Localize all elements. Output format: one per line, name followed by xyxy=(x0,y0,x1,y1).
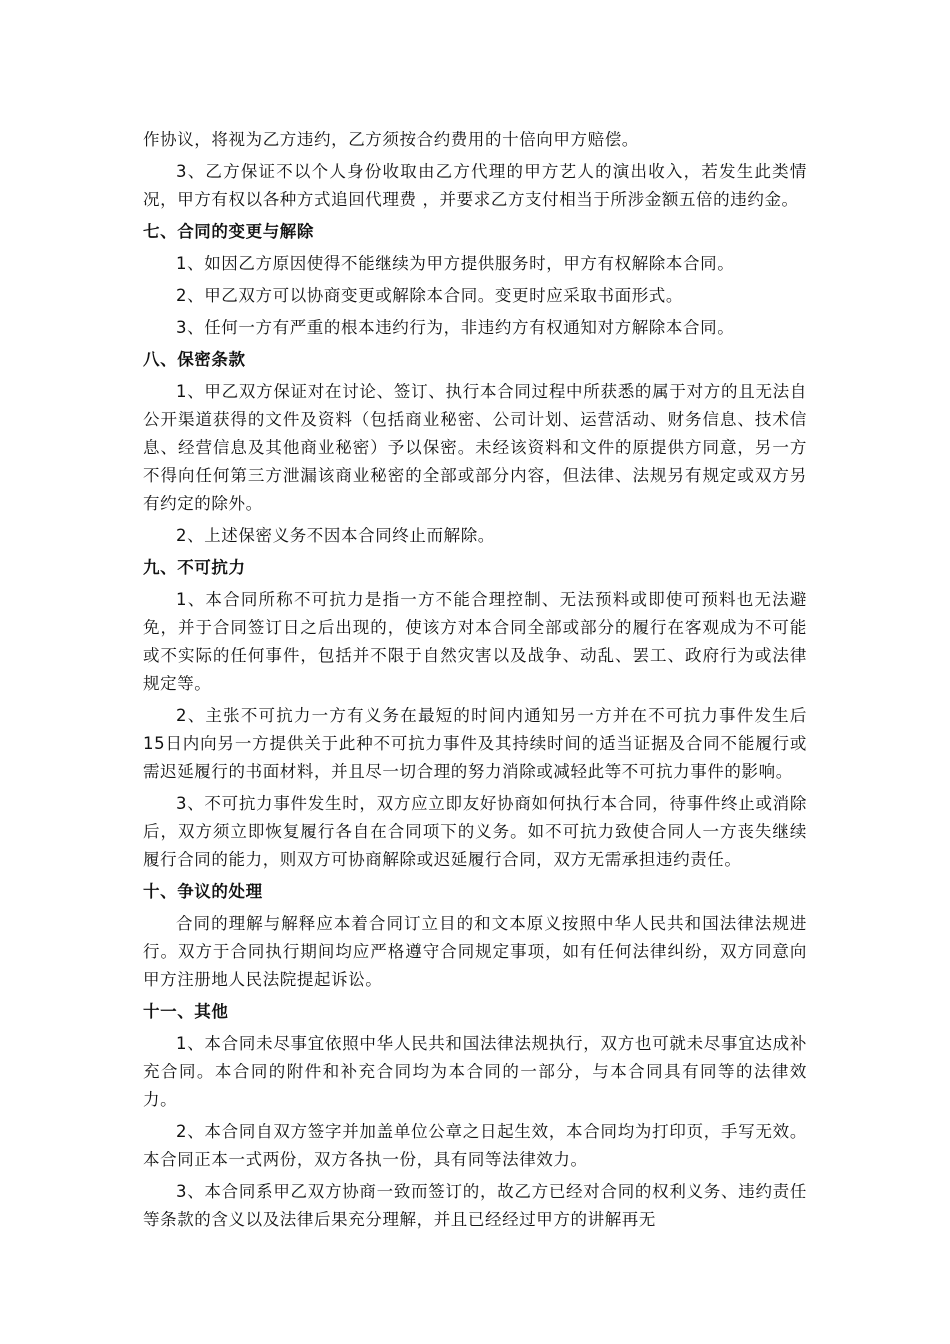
paragraph: 1、甲乙双方保证对在讨论、签订、执行本合同过程中所获悉的属于对方的且无法自公开渠道获得的文件及资料（包括商业秘密、公司计划、运营活动、财务信息、技术信息、经营信息及其他商业秘密）予以保密。未经该资料和文件的原提供方同意，另一方不得向任何第三方泄漏该商业秘密的全部或部分内容，但法律、法规另有规定或双方另有约定的除外。 xyxy=(143,382,807,513)
paragraph: 2、本合同自双方签字并加盖单位公章之日起生效，本合同均为打印页，手写无效。本合同正本一式两份，双方各执一份，具有同等法律效力。 xyxy=(143,1122,807,1169)
document-body xyxy=(143,126,807,1238)
paragraph: 3、乙方保证不以个人身份收取由乙方代理的甲方艺人的演出收入，若发生此类情况，甲方有权以各种方式追回代理费 ，并要求乙方支付相当于所涉金额五倍的违约金。 xyxy=(143,162,807,209)
paragraph: 2、上述保密义务不因本合同终止而解除。 xyxy=(176,526,495,545)
section-heading: 八、保密条款 xyxy=(143,350,246,369)
paragraph: 作协议，将视为乙方违约，乙方须按合约费用的十倍向甲方赔偿。 xyxy=(143,130,639,149)
paragraph: 3、本合同系甲乙双方协商一致而签订的，故乙方已经对合同的权利义务、违约责任等条款的含义以及法律后果充分理解，并且已经经过甲方的讲解再无 xyxy=(143,1182,807,1229)
section-heading: 九、不可抗力 xyxy=(143,558,246,577)
section-heading: 十、争议的处理 xyxy=(143,882,263,901)
paragraph: 3、任何一方有严重的根本违约行为，非违约方有权通知对方解除本合同。 xyxy=(176,318,735,337)
paragraph: 1、本合同所称不可抗力是指一方不能合理控制、无法预料或即使可预料也无法避免，并于合同签订日之后出现的，使该方对本合同全部或部分的履行在客观成为不可能或不实际的任何事件，包括并不限于自然灾害以及战争、动乱、罢工、政府行为或法律规定等。 xyxy=(143,590,807,693)
section-heading: 十一、其他 xyxy=(143,1002,229,1021)
section-heading: 七、合同的变更与解除 xyxy=(143,222,314,241)
paragraph: 2、甲乙双方可以协商变更或解除本合同。变更时应采取书面形式。 xyxy=(176,286,683,305)
paragraph: 合同的理解与解释应本着合同订立目的和文本原义按照中华人民共和国法律法规进行。双方于合同执行期间均应严格遵守合同规定事项，如有任何法律纠纷，双方同意向甲方注册地人民法院提起诉讼。 xyxy=(143,914,807,989)
paragraph: 1、如因乙方原因使得不能继续为甲方提供服务时，甲方有权解除本合同。 xyxy=(176,254,735,273)
paragraph: 1、本合同未尽事宜依照中华人民共和国法律法规执行，双方也可就未尽事宜达成补充合同。本合同的附件和补充合同均为本合同的一部分，与本合同具有同等的法律效力。 xyxy=(143,1034,807,1109)
paragraph: 2、主张不可抗力一方有义务在最短的时间内通知另一方并在不可抗力事件发生后15日内向另一方提供关于此种不可抗力事件及其持续时间的适当证据及合同不能履行或需迟延履行的书面材料，并且尽一切合理的努力消除或减轻此等不可抗力事件的影响。 xyxy=(143,706,807,781)
paragraph: 3、不可抗力事件发生时，双方应立即友好协商如何执行本合同，待事件终止或消除后，双方须立即恢复履行各自在合同项下的义务。如不可抗力致使合同人一方丧失继续履行合同的能力，则双方可协商解除或迟延履行合同，双方无需承担违约责任。 xyxy=(143,794,807,869)
